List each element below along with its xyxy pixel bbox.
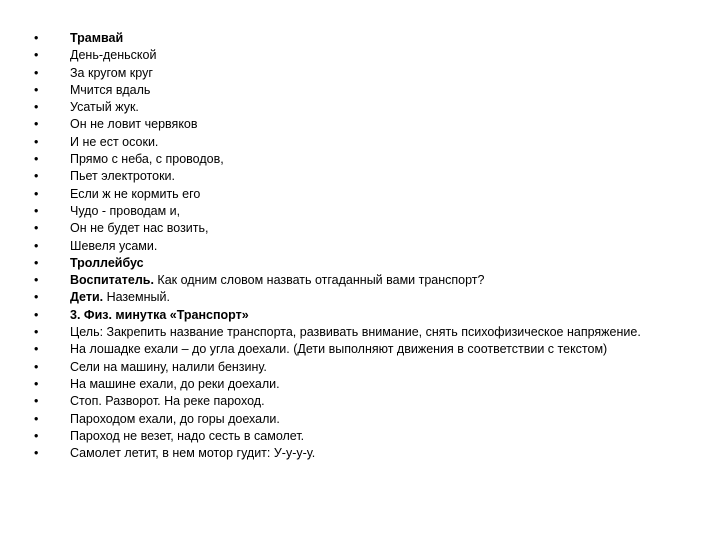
- item-plain: Пароходом ехали, до горы доехали.: [70, 411, 280, 426]
- bullet-icon: •: [34, 134, 39, 149]
- list-item: [34, 169, 674, 183]
- item-text: [70, 169, 674, 183]
- item-text: [70, 239, 674, 253]
- list-item: [34, 204, 674, 218]
- item-text: [70, 412, 674, 426]
- item-plain: Мчится вдаль: [70, 82, 151, 97]
- item-plain: За кругом круг: [70, 65, 153, 80]
- list-item: [34, 187, 674, 201]
- bullet-icon: •: [34, 82, 39, 97]
- item-text: [70, 446, 674, 460]
- list-item: [34, 256, 674, 270]
- list-item: [34, 394, 674, 408]
- list-item: [34, 446, 674, 460]
- item-text: [70, 342, 674, 356]
- item-text: [70, 360, 674, 374]
- item-plain: Усатый жук.: [70, 100, 139, 115]
- bullet-icon: •: [34, 65, 39, 80]
- list-item: [34, 412, 674, 426]
- item-plain: И не ест осоки.: [70, 134, 159, 149]
- item-text: [70, 273, 674, 287]
- item-plain: Пароход не везет, надо сесть в самолет.: [70, 428, 305, 443]
- bullet-icon: •: [34, 428, 39, 443]
- item-plain: Прямо с неба, с проводов,: [70, 152, 224, 167]
- bullet-icon: •: [34, 255, 39, 270]
- item-text: [70, 100, 674, 114]
- item-text: [70, 83, 674, 97]
- item-text: [70, 308, 674, 322]
- bullet-icon: •: [34, 446, 39, 461]
- item-plain: Он не ловит червяков: [70, 117, 198, 132]
- bullet-icon: •: [34, 117, 39, 132]
- bullet-icon: •: [34, 100, 39, 115]
- bullet-icon: •: [34, 169, 39, 184]
- item-plain: На лошадке ехали – до угла доехали. (Дети выполняют движения в соответствии с текстом): [70, 342, 608, 357]
- item-plain: Пьет электротоки.: [70, 169, 176, 184]
- item-text: [70, 187, 674, 201]
- item-text: [70, 31, 674, 45]
- bullet-icon: •: [34, 238, 39, 253]
- item-plain: Стоп. Разворот. На реке пароход.: [70, 394, 265, 409]
- item-plain: Цель: Закрепить название транспорта, развивать внимание, снять психофизическое напряжение.: [70, 325, 641, 340]
- list-item: [34, 308, 674, 322]
- bullet-icon: •: [34, 48, 39, 63]
- list-item: [34, 66, 674, 80]
- item-text: [70, 152, 674, 166]
- item-text: [70, 204, 674, 218]
- bullet-icon: •: [34, 411, 39, 426]
- list-item: [34, 429, 674, 443]
- list-item: [34, 31, 674, 45]
- item-bold: 3. Физ. минутка «Транспорт»: [70, 307, 249, 322]
- list-item: [34, 135, 674, 149]
- list-item: [34, 48, 674, 62]
- item-text: [70, 117, 674, 131]
- item-text: [70, 256, 674, 270]
- item-text: [70, 394, 674, 408]
- bullet-icon: •: [34, 307, 39, 322]
- item-plain: Как одним словом назвать отгаданный вами транспорт?: [153, 273, 485, 288]
- bullet-icon: •: [34, 290, 39, 305]
- item-text: [70, 377, 674, 391]
- bullet-icon: •: [34, 273, 39, 288]
- bullet-list: [34, 31, 674, 463]
- item-text: [70, 66, 674, 80]
- bullet-icon: •: [34, 394, 39, 409]
- item-plain: На машине ехали, до реки доехали.: [70, 376, 280, 391]
- bullet-icon: •: [34, 325, 39, 340]
- bullet-icon: •: [34, 152, 39, 167]
- item-plain: Если ж не кормить его: [70, 186, 201, 201]
- bullet-icon: •: [34, 376, 39, 391]
- list-item: [34, 83, 674, 97]
- item-text: [70, 48, 674, 62]
- list-item: [34, 290, 674, 304]
- list-item: [34, 325, 674, 339]
- list-item: [34, 239, 674, 253]
- list-item: [34, 152, 674, 166]
- item-plain: Сели на машину, налили бензину.: [70, 359, 267, 374]
- item-plain: Наземный.: [103, 290, 170, 305]
- list-item: [34, 377, 674, 391]
- bullet-icon: •: [34, 203, 39, 218]
- bullet-icon: •: [34, 359, 39, 374]
- item-bold: Троллейбус: [70, 255, 144, 270]
- list-item: [34, 221, 674, 235]
- item-plain: Самолет летит, в нем мотор гудит: У-у-у-у.: [70, 446, 316, 461]
- bullet-icon: •: [34, 221, 39, 236]
- item-plain: Чудо - проводам и,: [70, 203, 181, 218]
- item-bold: Дети.: [70, 290, 104, 305]
- bullet-icon: •: [34, 186, 39, 201]
- list-item: [34, 100, 674, 114]
- list-item: [34, 360, 674, 374]
- item-bold: Воспитатель.: [70, 273, 154, 288]
- item-text: [70, 290, 674, 304]
- item-text: [70, 135, 674, 149]
- item-plain: День-деньской: [70, 48, 157, 63]
- bullet-icon: •: [34, 342, 39, 357]
- item-text: [70, 325, 674, 339]
- item-text: [70, 221, 674, 235]
- item-text: [70, 429, 674, 443]
- item-plain: Он не будет нас возить,: [70, 221, 209, 236]
- bullet-icon: •: [34, 31, 39, 45]
- item-plain: Шевеля усами.: [70, 238, 158, 253]
- list-item: [34, 117, 674, 131]
- list-item: [34, 342, 674, 356]
- list-item: [34, 273, 674, 287]
- item-bold: Трамвай: [70, 31, 124, 45]
